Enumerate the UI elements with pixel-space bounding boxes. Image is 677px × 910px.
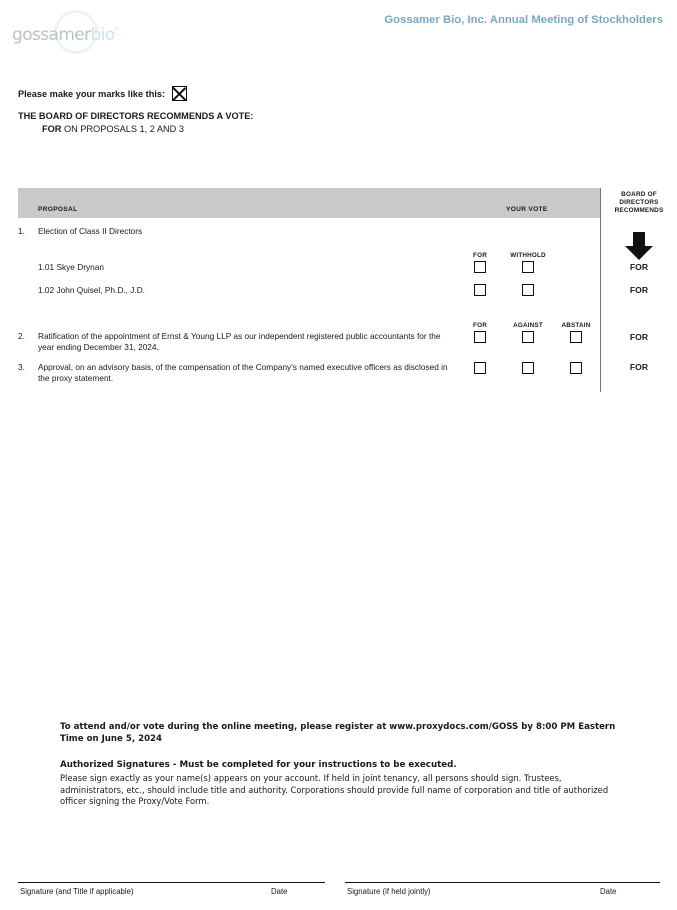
nominee-1-02-label: 1.02 John Quisel, Ph.D., J.D. [38, 285, 145, 295]
checkbox-proposal-2-for[interactable] [474, 331, 486, 343]
recommends-line-2: DIRECTORS [619, 199, 659, 207]
recommends-line-3: RECOMMENDS [614, 207, 664, 215]
column-header-against: AGAINST [513, 322, 543, 329]
marks-instruction [18, 86, 187, 101]
recommend-nominee-1-02: FOR [629, 285, 649, 295]
column-header-directors-for: FOR [473, 252, 487, 259]
page-header [0, 0, 677, 62]
date-label-joint: Date [600, 887, 617, 896]
column-header-abstain: ABSTAIN [561, 322, 591, 329]
down-arrow-icon [623, 232, 655, 260]
marks-instruction-label: Please make your marks like this: [18, 89, 166, 99]
checkbox-nominee-1-02-for[interactable] [474, 284, 486, 296]
proposal-2-number: 2. [18, 331, 25, 341]
column-header-proposal: PROPOSAL [38, 206, 78, 213]
checkbox-proposal-3-for[interactable] [474, 362, 486, 374]
recommend-proposal-3: FOR [629, 362, 649, 372]
recommend-nominee-1-01: FOR [629, 262, 649, 272]
proposal-1-text: Election of Class II Directors [38, 226, 143, 236]
checkbox-proposal-2-abstain[interactable] [570, 331, 582, 343]
logo-text-part2: bio [90, 25, 115, 45]
page-title: Gossamer Bio, Inc. Annual Meeting of Stockholders [384, 14, 663, 26]
signature-line-primary [18, 882, 325, 883]
proposal-2-text: Ratification of the appointment of Ernst & Young LLP as our independent registered public accountants for the year ending December 31, 2024. [38, 331, 441, 352]
board-recommendation-detail [42, 124, 184, 134]
logo-wordmark [12, 25, 118, 45]
nominee-1-01-label: 1.01 Skye Drynan [38, 262, 104, 272]
checkbox-nominee-1-01-withhold[interactable] [522, 261, 534, 273]
proposal-1-number: 1. [18, 226, 25, 236]
column-header-your-vote: YOUR VOTE [506, 206, 548, 213]
proposal-3-number: 3. [18, 362, 25, 372]
column-header-for: FOR [473, 322, 487, 329]
proposal-3-text: Approval, on an advisory basis, of the compensation of the Company's named executive officers as disclosed in the proxy statement. [38, 362, 448, 383]
company-logo [12, 10, 132, 54]
recommend-proposal-2: FOR [629, 332, 649, 342]
logo-text-part1: gossamer [12, 25, 91, 45]
date-label-primary: Date [271, 887, 288, 896]
board-recommendation-for: FOR [42, 124, 62, 134]
signature-line-joint [345, 882, 660, 883]
signature-label-joint: Signature (if held jointly) [347, 887, 431, 896]
authorized-signatures-heading: Authorized Signatures - Must be completed for your instructions to be executed. [60, 760, 457, 770]
logo-trademark: ° [114, 26, 119, 36]
column-header-directors-withhold: WITHHOLD [510, 252, 546, 259]
authorized-signatures-body: Please sign exactly as your name(s) appears on your account. If held in joint tenancy, all persons should sign. Trustees, administrators, etc., should include title and authority. Corporations should provide full name of corporation and title of authorized officer signing the Proxy/Vote Form. [60, 773, 609, 807]
column-header-board-recommends [604, 191, 674, 216]
checkbox-nominee-1-02-withhold[interactable] [522, 284, 534, 296]
checkbox-proposal-3-against[interactable] [522, 362, 534, 374]
recommends-column-divider [600, 188, 601, 392]
signature-label-primary: Signature (and Title if applicable) [20, 887, 134, 896]
x-mark-example-icon [172, 86, 187, 101]
board-recommendation-rest: ON PROPOSALS 1, 2 AND 3 [61, 124, 184, 134]
checkbox-nominee-1-01-for[interactable] [474, 261, 486, 273]
recommends-line-1: BOARD OF [621, 191, 657, 198]
checkbox-proposal-3-abstain[interactable] [570, 362, 582, 374]
board-recommendation-heading: THE BOARD OF DIRECTORS RECOMMENDS A VOTE: [18, 111, 254, 121]
checkbox-proposal-2-against[interactable] [522, 331, 534, 343]
online-meeting-registration-text: To attend and/or vote during the online meeting, please register at www.proxydocs.com/GOSS by 8:00 PM Eastern Time on June 5, 2024 [60, 722, 616, 745]
table-header-bar [18, 188, 600, 218]
